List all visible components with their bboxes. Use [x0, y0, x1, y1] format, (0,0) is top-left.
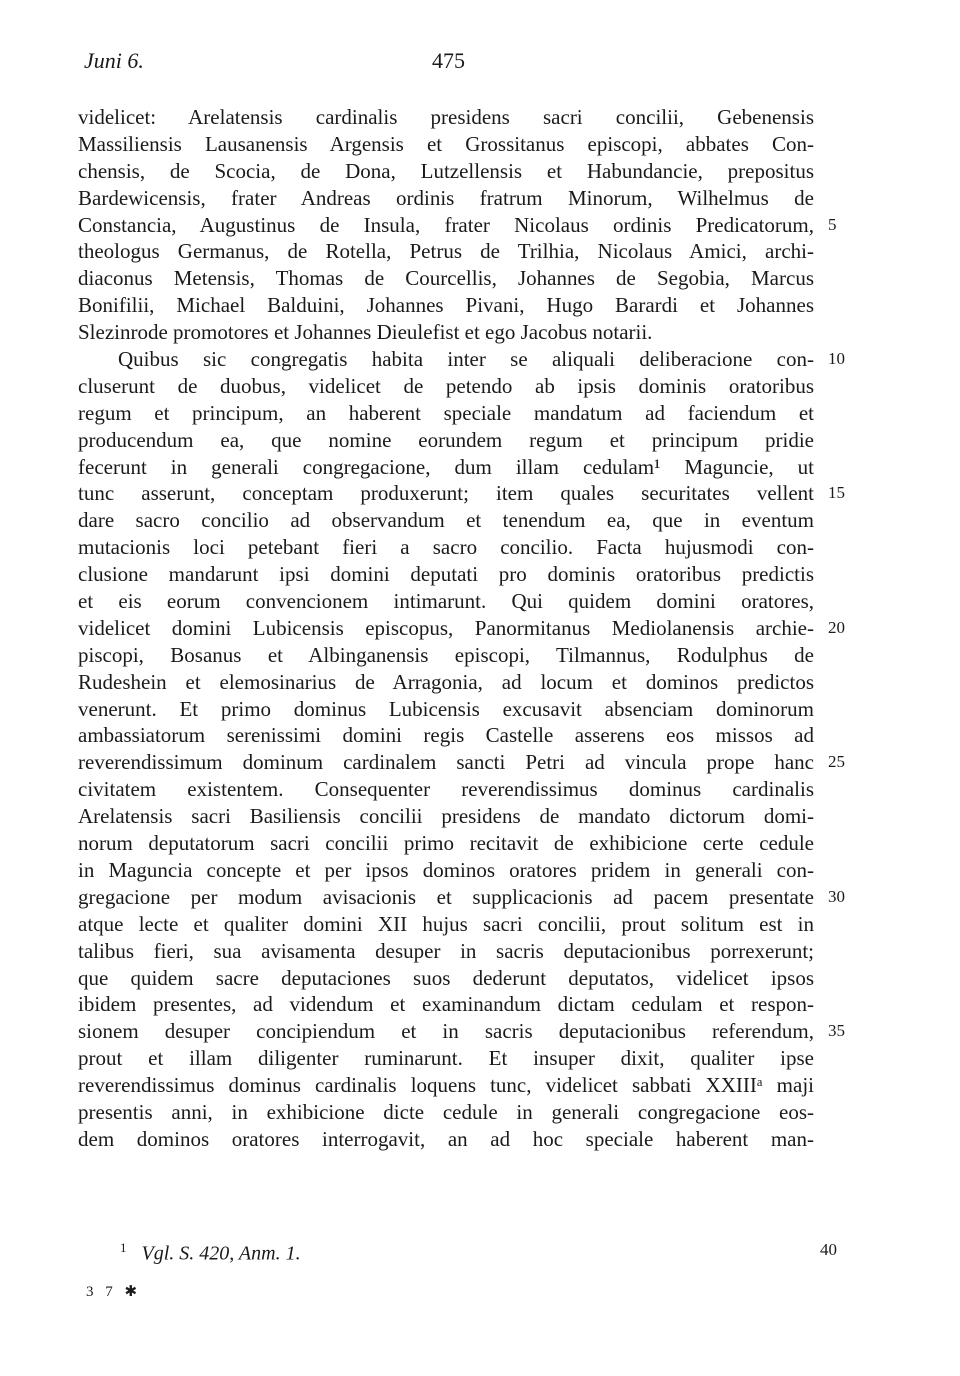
- line-text: reverendissimum dominum cardinalem sancti Petri ad vincula prope hanc: [78, 750, 814, 775]
- line-text: atque lecte et qualiter domini XII hujus sacri concilii, prout solitum est in: [78, 911, 814, 936]
- footnote-text: Vgl. S. 420, Anm. 1.: [141, 1242, 301, 1265]
- text-line: [78, 104, 814, 131]
- text-line: [78, 1018, 845, 1045]
- line-number: 15: [828, 483, 845, 503]
- line-number: 5: [828, 214, 837, 234]
- footnote-line-number: 40: [820, 1240, 837, 1259]
- text-line: [78, 749, 845, 776]
- body-text: [78, 104, 845, 1153]
- text-line: [78, 830, 814, 857]
- line-text: clusione mandarunt ipsi domini deputati pro dominis oratoribus predictis: [78, 562, 814, 587]
- text-line: [78, 158, 814, 185]
- line-text: ambassiatorum serenissimi domini regis Castelle asserens eos missos ad: [78, 723, 814, 748]
- text-line: [78, 131, 814, 158]
- text-line: [78, 776, 814, 803]
- line-text: sionem desuper concipiendum et in sacris deputacionibus referendum,: [78, 1019, 814, 1044]
- line-text: regum et principum, an haberent speciale mandatum ad faciendum et: [78, 400, 814, 425]
- text-line: [78, 588, 814, 615]
- line-text: mutacionis loci petebant fieri a sacro concilio. Facta hujusmodi con-: [78, 535, 814, 560]
- text-line: [78, 884, 845, 911]
- line-text: prout et illam diligenter ruminarunt. Et insuper dixit, qualiter ipse: [78, 1046, 814, 1071]
- line-text: cluserunt de duobus, videlicet de petendo ab ipsis dominis oratoribus: [78, 373, 814, 398]
- text-line: [78, 1099, 814, 1126]
- line-number: 30: [828, 886, 845, 906]
- line-text: gregacione per modum avisacionis et supplicacionis ad pacem presentate: [78, 884, 814, 909]
- line-text: producendum ea, que nomine eorundem regum et principum pridie: [78, 427, 814, 452]
- text-line: [78, 911, 814, 938]
- line-text: fecerunt in generali congregacione, dum illam cedulam¹ Maguncie, ut: [78, 454, 814, 479]
- line-text: videlicet: Arelatensis cardinalis presidens sacri concilii, Gebenensis: [78, 105, 814, 129]
- line-text: ibidem presentes, ad videndum et examinandum dictam cedulam et respon-: [78, 992, 814, 1017]
- text-line: [78, 696, 814, 723]
- text-line: [78, 1126, 814, 1153]
- line-text: et eis eorum convencionem intimarunt. Qui quidem domini oratores,: [78, 589, 814, 614]
- text-line: [78, 185, 814, 212]
- line-text: in Maguncia concepte et per ipsos dominos oratores pridem in generali con-: [78, 857, 814, 882]
- footnote-mark: 1: [120, 1240, 127, 1255]
- line-text: diaconus Metensis, Thomas de Courcellis, Johannes de Segobia, Marcus: [78, 266, 814, 291]
- line-text: tunc asserunt, conceptam produxerunt; item quales securitates vellent: [78, 481, 814, 506]
- text-line: [78, 507, 814, 534]
- line-number: 10: [828, 349, 845, 369]
- text-line: [78, 238, 814, 265]
- signature-mark: 3 7 ✱: [86, 1284, 142, 1300]
- text-line: [78, 642, 814, 669]
- text-line: [78, 669, 814, 696]
- line-text: norum deputatorum sacri concilii primo recitavit de exhibicione certe cedule: [78, 831, 814, 856]
- line-text: videlicet domini Lubicensis episcopus, Panormitanus Mediolanensis archie-: [78, 615, 814, 640]
- text-line: [78, 373, 814, 400]
- line-text: civitatem existentem. Consequenter reverendissimus dominus cardinalis: [78, 777, 814, 802]
- line-text: piscopi, Bosanus et Albinganensis episcopi, Tilmannus, Rodulphus de: [78, 642, 814, 667]
- line-text: que quidem sacre deputaciones suos dederunt deputatos, videlicet ipsos: [78, 965, 814, 990]
- footnote: [120, 1240, 840, 1270]
- text-line: [78, 1045, 814, 1072]
- text-line: [78, 857, 814, 884]
- text-line: [78, 212, 837, 239]
- line-text: talibus fieri, sua avisamenta desuper in sacris deputacionibus porrexerunt;: [78, 938, 814, 963]
- text-line: [78, 534, 814, 561]
- line-text: Bonifilii, Michael Balduini, Johannes Pivani, Hugo Barardi et Johannes: [78, 293, 814, 318]
- text-line: [78, 615, 845, 642]
- line-number: 20: [828, 617, 845, 637]
- line-text: Arelatensis sacri Basiliensis concilii presidens de mandato dictorum domi-: [78, 804, 814, 829]
- text-line: [78, 722, 814, 749]
- line-text: theologus Germanus, de Rotella, Petrus de Trilhia, Nicolaus Amici, archi-: [78, 239, 814, 264]
- header-date: Juni 6.: [84, 48, 144, 73]
- text-line: [78, 292, 814, 319]
- line-text: Constancia, Augustinus de Insula, frater Nicolaus ordinis Predicatorum,: [78, 212, 814, 237]
- text-line: [78, 991, 814, 1018]
- line-number: 25: [828, 752, 845, 772]
- line-text: dem dominos oratores interrogavit, an ad hoc speciale haberent man-: [78, 1126, 814, 1151]
- text-line: [78, 938, 814, 965]
- text-line: [78, 561, 814, 588]
- text-line: [78, 346, 845, 373]
- line-text: Rudeshein et elemosinarius de Arragonia, ad locum et dominos predictos: [78, 669, 814, 694]
- running-head: [84, 48, 814, 78]
- line-text: venerunt. Et primo dominus Lubicensis excusavit absenciam dominorum: [78, 696, 814, 721]
- text-line: [78, 265, 814, 292]
- line-text: dare sacro concilio ad observandum et tenendum ea, que in eventum: [78, 508, 814, 533]
- text-line: [78, 427, 814, 454]
- line-text: reverendissimus dominus cardinalis loquens tunc, videlicet sabbati XXIIIᵃ maji: [78, 1073, 814, 1098]
- text-line: [78, 965, 814, 992]
- text-line: [78, 319, 814, 346]
- line-number: 35: [828, 1021, 845, 1041]
- line-text: Quibus sic congregatis habita inter se aliquali deliberacione con-: [118, 347, 814, 372]
- text-line: [78, 480, 845, 507]
- text-line: [78, 1072, 814, 1099]
- page-number: 475: [432, 48, 465, 73]
- line-text: Massiliensis Lausanensis Argensis et Grossitanus episcopi, abbates Con-: [78, 131, 814, 156]
- text-line: [78, 400, 814, 427]
- line-text: Slezinrode promotores et Johannes Dieulefist et ego Jacobus notarii.: [78, 320, 653, 345]
- line-text: Bardewicensis, frater Andreas ordinis fratrum Minorum, Wilhelmus de: [78, 185, 814, 210]
- line-text: presentis anni, in exhibicione dicte cedule in generali congregacione eos-: [78, 1099, 814, 1124]
- line-text: chensis, de Scocia, de Dona, Lutzellensis et Habundancie, prepositus: [78, 158, 814, 183]
- text-line: [78, 454, 814, 481]
- text-line: [78, 803, 814, 830]
